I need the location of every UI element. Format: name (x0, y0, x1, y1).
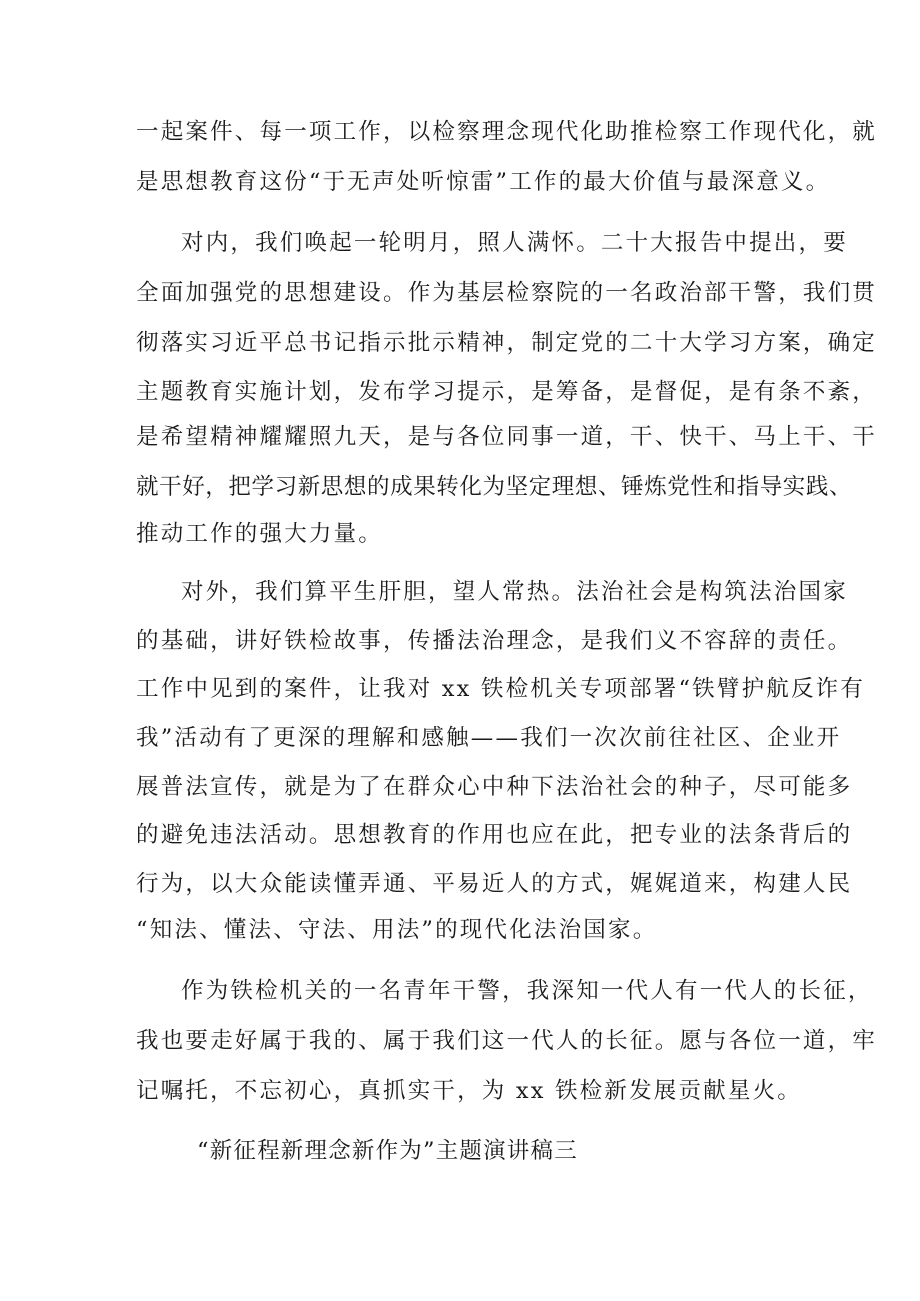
text-line: 对内，我们唤起一轮明月，照人满怀。二十大报告中提出，要 (181, 230, 848, 256)
text-line: 是思想教育这份“于无声处听惊雷”工作的最大价值与最深意义。 (136, 169, 831, 195)
text-line: 全面加强党的思想建设。作为基层检察院的一名政治部干警，我们贯 (136, 280, 878, 306)
text-line: 一起案件、每一项工作，以检察理念现代化助推检察工作现代化，就 (136, 119, 878, 145)
text-line: 主题教育实施计划，发布学习提示，是筹备，是督促，是有条不紊， (136, 379, 878, 405)
text-line: 记嘱托，不忘初心，真抓实干，为 xx 铁检新发展贡献星火。 (136, 1078, 802, 1104)
text-line: 的避免违法活动。思想教育的作用也应在此，把专业的法条背后的 (136, 822, 853, 848)
text-line: 推动工作的强大力量。 (136, 521, 384, 547)
text-line: 是希望精神耀耀照九天，是与各位同事一道，干、快干、马上干、干 (136, 424, 878, 450)
text-line: 对外，我们算平生肝胆，望人常热。法治社会是构筑法治国家 (181, 579, 848, 605)
text-line: 行为，以大众能读懂弄通、平易近人的方式，娓娓道来，构建人民 (136, 871, 853, 897)
text-line: “知法、懂法、守法、用法”的现代化法治国家。 (136, 917, 658, 943)
text-line: 工作中见到的案件，让我对 xx 铁检机关专项部署“铁臂护航反诈有 (136, 676, 866, 702)
text-line: 彻落实习近平总书记指示批示精神，制定党的二十大学习方案，确定 (136, 330, 878, 356)
section-heading: “新征程新理念新作为”主题演讲稿三 (197, 1138, 578, 1164)
text-line: 就干好，把学习新思想的成果转化为坚定理想、锤炼党性和指导实践、 (136, 474, 853, 500)
text-line: 我也要走好属于我的、属于我们这一代人的长征。愿与各位一道，牢 (136, 1028, 878, 1054)
text-line: 作为铁检机关的一名青年干警，我深知一代人有一代人的长征， (181, 978, 873, 1004)
text-line: 的基础，讲好铁检故事，传播法治理念，是我们义不容辞的责任。 (136, 628, 853, 654)
text-line: 我”活动有了更深的理解和感触——我们一次次前往社区、企业开 (136, 725, 842, 751)
text-line: 展普法宣传，就是为了在群众心中种下法治社会的种子，尽可能多 (136, 774, 853, 800)
